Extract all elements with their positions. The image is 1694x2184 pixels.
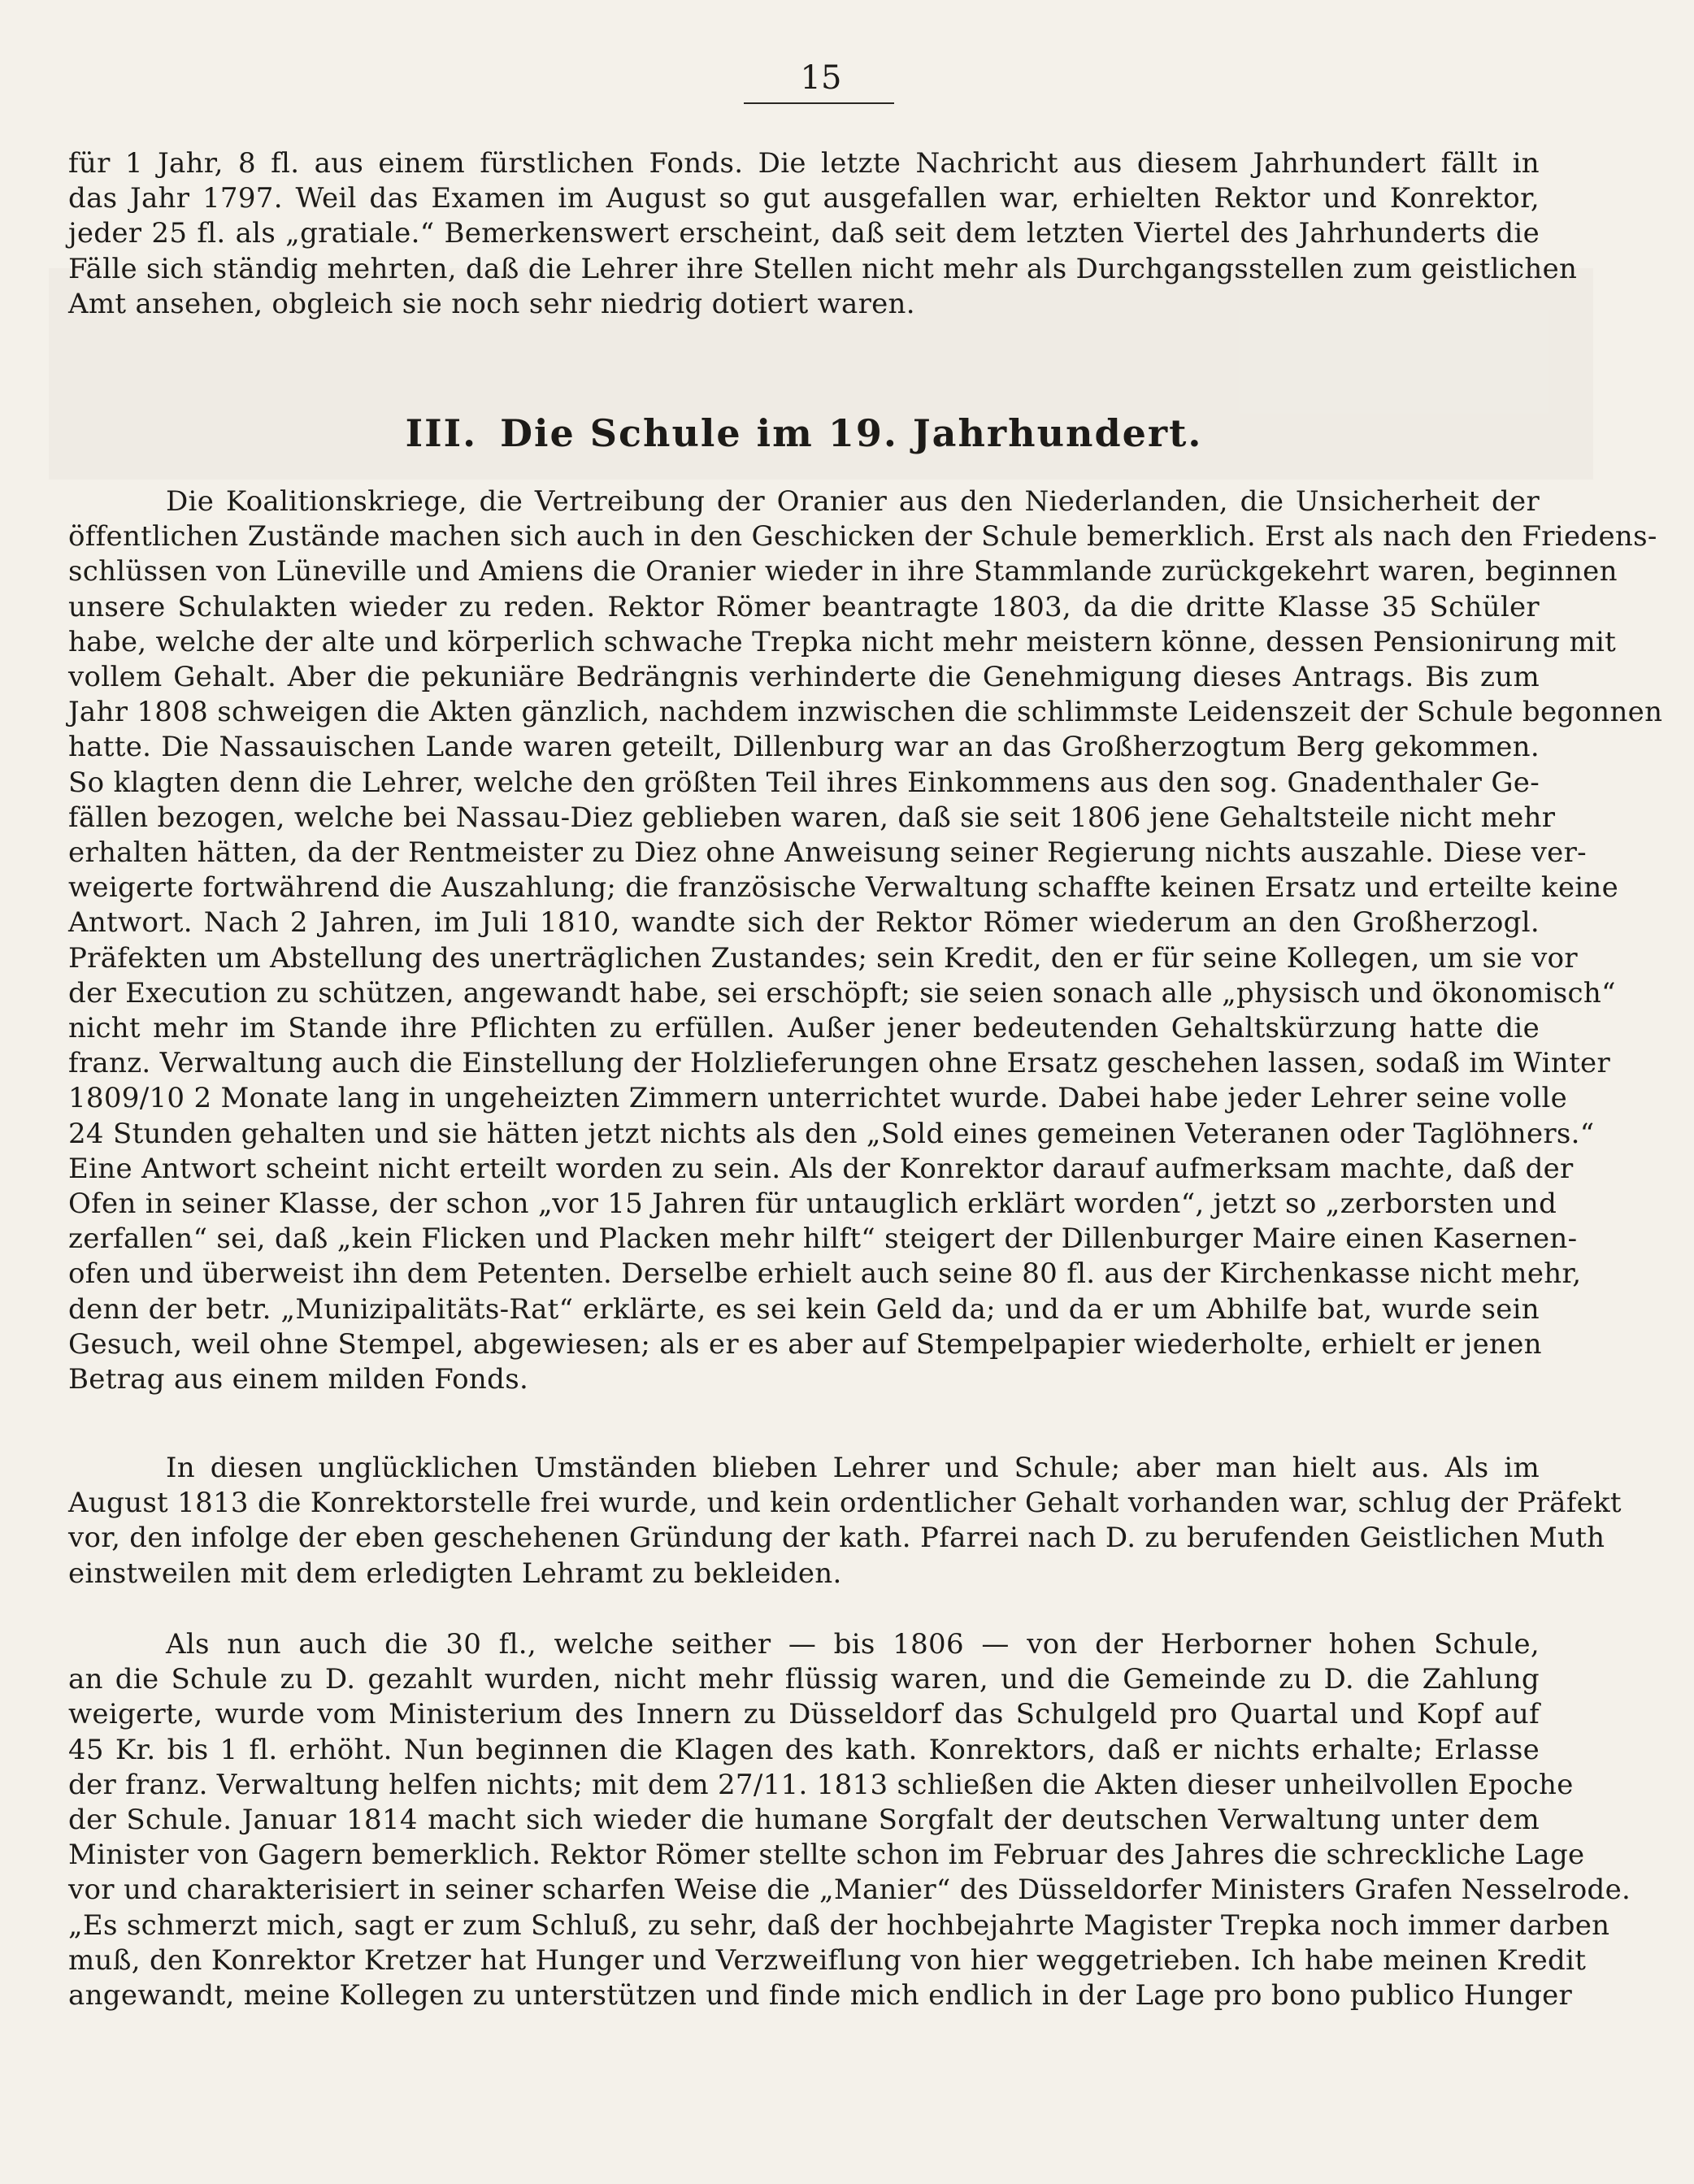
paragraph-3 — [68, 1451, 1622, 1591]
text-line: der franz. Verwaltung helfen nichts; mit dem 27/11. 1813 schließen die Akten dieser unheilvollen Epoche — [68, 1768, 1574, 1801]
text-line: Eine Antwort scheint nicht erteilt worden zu sein. Als der Konrektor darauf aufmerksam machte, daß der — [68, 1152, 1574, 1185]
text-line: für 1 Jahr, 8 fl. aus einem fürstlichen Fonds. Die letzte Nachricht aus diesem Jahrhundert fällt in — [68, 147, 1540, 180]
text-line: Jahr 1808 schweigen die Akten gänzlich, nachdem inzwischen die schlimmste Leidenszeit der Schule begonnen — [68, 696, 1663, 729]
text-line: 24 Stunden gehalten und sie hätten jetzt nichts als den „Sold eines gemeinen Veteranen oder Taglöhners.“ — [68, 1117, 1595, 1150]
text-line: weigerte fortwährend die Auszahlung; die französische Verwaltung schaffte keinen Ersatz und erteilte keine — [68, 871, 1619, 905]
text-line: denn der betr. „Munizipalitäts-Rat“ erklärte, es sei kein Geld da; und da er um Abhilfe bat, wurde sein — [68, 1292, 1540, 1326]
text-line: öffentlichen Zustände machen sich auch in den Geschicken der Schule bemerklich. Erst als nach den Friedens- — [68, 520, 1657, 554]
paragraph-4 — [68, 1627, 1631, 2013]
text-line: Minister von Gagern bemerklich. Rektor Römer stellte schon im Februar des Jahres die schreckliche Lage — [68, 1839, 1585, 1872]
text-line: franz. Verwaltung auch die Einstellung der Holzlieferungen ohne Ersatz geschehen lassen, sodaß im Winter — [68, 1047, 1611, 1080]
text-line: nicht mehr im Stande ihre Pflichten zu erfüllen. Außer jener bedeutenden Gehaltskürzung hatte die — [68, 1012, 1540, 1045]
paragraph-1 — [68, 146, 1578, 322]
section-title: Die Schule im 19. Jahrhundert. — [500, 411, 1203, 455]
text-line: Antwort. Nach 2 Jahren, im Juli 1810, wandte sich der Rektor Römer wiederum an den Großherzogl. — [68, 906, 1540, 940]
text-line: einstweilen mit dem erledigten Lehramt zu bekleiden. — [68, 1557, 842, 1590]
text-line: vor und charakterisiert in seiner scharfen Weise die „Manier“ des Düsseldorfer Ministers Grafen Nesselrode. — [68, 1874, 1631, 1907]
text-line: Betrag aus einem milden Fonds. — [68, 1363, 529, 1396]
page-number: 15 — [800, 59, 842, 97]
text-line: der Execution zu schützen, angewandt habe, sei erschöpft; sie seien sonach alle „physisch und ökonomisch“ — [68, 976, 1616, 1010]
text-line: Amt ansehen, obgleich sie noch sehr niedrig dotiert waren. — [68, 287, 915, 320]
text-line: der Schule. Januar 1814 macht sich wieder die humane Sorgfalt der deutschen Verwaltung unter dem — [68, 1804, 1540, 1837]
text-line: Ofen in seiner Klasse, der schon „vor 15 Jahren für untauglich erklärt worden“, jetzt so „zerborsten und — [68, 1188, 1557, 1221]
text-line: In diesen unglücklichen Umständen blieben Lehrer und Schule; aber man hielt aus. Als im — [166, 1452, 1540, 1484]
text-line: 1809/10 2 Monate lang in ungeheizten Zimmern unterrichtet wurde. Dabei habe jeder Lehrer seine volle — [68, 1082, 1568, 1115]
text-line: jeder 25 fl. als „gratiale.“ Bemerkenswert erscheint, daß seit dem letzten Viertel des Jahrhunderts die — [68, 217, 1540, 250]
paragraph-2 — [68, 484, 1663, 1397]
text-line: Gesuch, weil ohne Stempel, abgewiesen; als er es aber auf Stempelpapier wiederholte, erhielt er jenen — [68, 1327, 1542, 1361]
text-line: an die Schule zu D. gezahlt wurden, nicht mehr flüssig waren, und die Gemeinde zu D. die Zahlung — [68, 1663, 1540, 1696]
text-line: habe, welche der alte und körperlich schwache Trepka nicht mehr meistern könne, dessen Pensionirung mit — [68, 625, 1617, 658]
text-line: 45 Kr. bis 1 fl. erhöht. Nun beginnen die Klagen des kath. Konrektors, daß er nichts erhalte; Erlasse — [68, 1733, 1540, 1766]
text-line: hatte. Die Nassauischen Lande waren geteilt, Dillenburg war an das Großherzogtum Berg gekommen. — [68, 731, 1540, 764]
text-line: weigerte, wurde vom Ministerium des Innern zu Düsseldorf das Schulgeld pro Quartal und Kopf auf — [68, 1698, 1540, 1731]
text-line: Die Koalitionskriege, die Vertreibung der Oranier aus den Niederlanden, die Unsicherheit der — [166, 485, 1540, 518]
text-line: unsere Schulakten wieder zu reden. Rektor Römer beantragte 1803, da die dritte Klasse 35 Schüler — [68, 590, 1540, 623]
section-heading — [68, 410, 1540, 456]
text-line: fällen bezogen, welche bei Nassau-Diez geblieben waren, daß sie seit 1806 jene Gehaltsteile nicht mehr — [68, 801, 1556, 834]
text-line: das Jahr 1797. Weil das Examen im August so gut ausgefallen war, erhielten Rektor und Konrektor, — [68, 182, 1540, 215]
text-line: vollem Gehalt. Aber die pekuniäre Bedrängnis verhinderte die Genehmigung dieses Antrags. Bis zum — [68, 661, 1540, 694]
text-line: Als nun auch die 30 fl., welche seither — bis 1806 — von der Herborner hohen Schule, — [166, 1628, 1540, 1661]
section-number: III. — [405, 411, 478, 455]
page-number-rule — [744, 102, 894, 104]
text-line: So klagten denn die Lehrer, welche den größten Teil ihres Einkommens aus den sog. Gnadenthaler Ge- — [68, 766, 1540, 799]
text-line: schlüssen von Lüneville und Amiens die Oranier wieder in ihre Stammlande zurückgekehrt waren, beginnen — [68, 555, 1618, 588]
text-line: Präfekten um Abstellung des unerträglichen Zustandes; sein Kredit, den er für seine Kollegen, um sie vor — [68, 941, 1578, 975]
text-line: zerfallen“ sei, daß „kein Flicken und Placken mehr hilft“ steigert der Dillenburger Maire einen Kasernen- — [68, 1222, 1578, 1256]
text-line: „Es schmerzt mich, sagt er zum Schluß, zu sehr, daß der hochbejahrte Magister Trepka noch immer darben — [68, 1908, 1610, 1942]
text-line: muß, den Konrektor Kretzer hat Hunger und Verzweiflung von hier weggetrieben. Ich habe meinen Kredit — [68, 1943, 1587, 1977]
text-line: ofen und überweist ihn dem Petenten. Derselbe erhielt auch seine 80 fl. aus der Kirchenkasse nicht mehr, — [68, 1257, 1582, 1291]
text-line: vor, den infolge der eben geschehenen Gründung der kath. Pfarrei nach D. zu berufenden Geistlichen Muth — [68, 1522, 1605, 1555]
text-line: angewandt, meine Kollegen zu unterstützen und finde mich endlich in der Lage pro bono publico Hunger — [68, 1979, 1573, 2012]
text-line: August 1813 die Konrektorstelle frei wurde, und kein ordentlicher Gehalt vorhanden war, schlug der Präfekt — [68, 1487, 1622, 1520]
text-line: Fälle sich ständig mehrten, daß die Lehrer ihre Stellen nicht mehr als Durchgangsstellen zum geistlichen — [68, 252, 1578, 285]
text-line: erhalten hätten, da der Rentmeister zu Diez ohne Anweisung seiner Regierung nichts auszahle. Diese ver- — [68, 836, 1587, 870]
